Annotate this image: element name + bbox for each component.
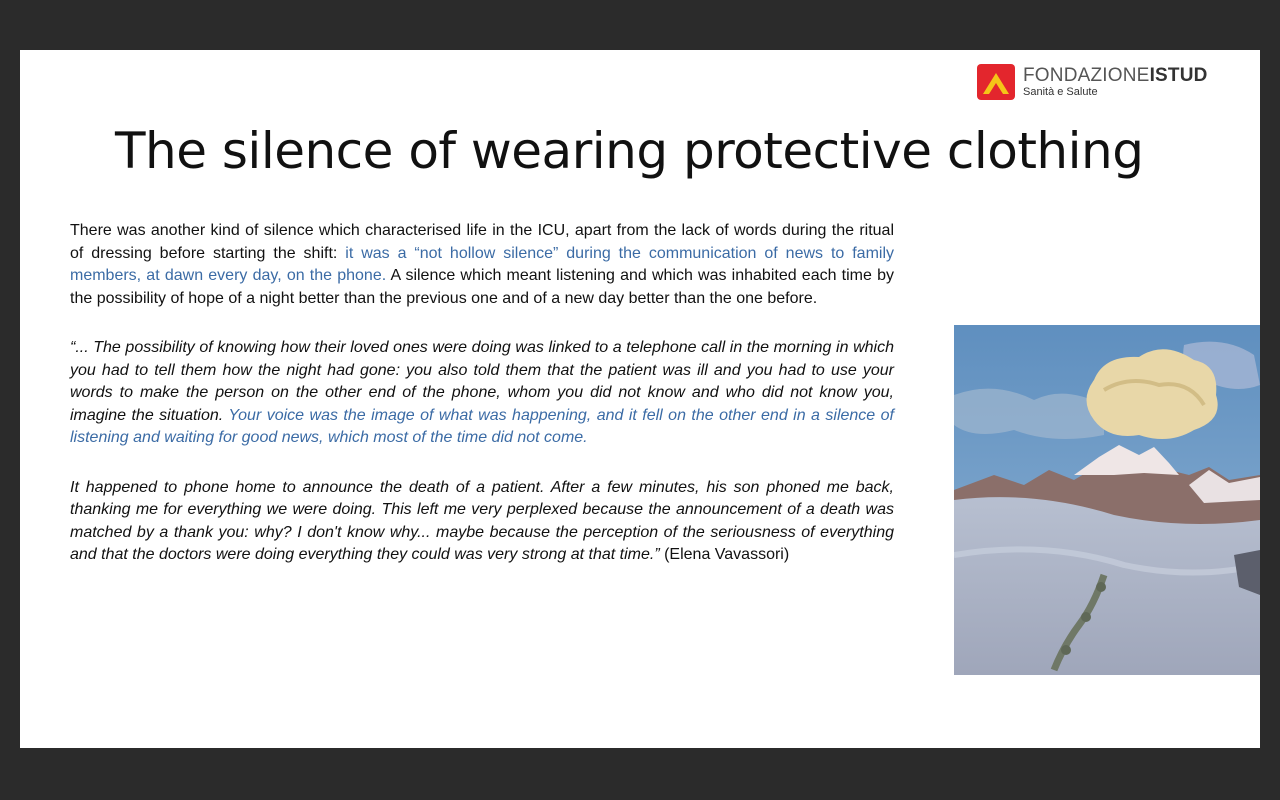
mountain-painting-image	[954, 325, 1260, 675]
quote-attribution: (Elena Vavassori)	[659, 546, 790, 563]
paragraph-quote-1-highlight: Your voice was the image of what was happening, and it fell on the other end in a silence of listening and waiting for good news, which most of the time did not come.	[70, 406, 894, 446]
logo	[977, 64, 1208, 100]
logo-name-part2: ISTUD	[1149, 65, 1208, 86]
paragraph-intro	[70, 220, 894, 310]
paragraph-quote-1-text: “... The possibility of knowing how their loved ones were doing was linked to a telephone call in the morning in which you had to tell them how the night had gone: you also told them that the patient was ill and you had to use your words to make the person on the other end of the phone, whom you did not know and who did not know you, imagine the situation.	[70, 339, 894, 424]
logo-text	[1023, 66, 1208, 98]
logo-name-part1: FONDAZIONE	[1023, 65, 1150, 86]
paragraph-quote-2	[70, 477, 894, 567]
slide	[20, 50, 1260, 748]
logo-tagline: Sanità e Salute	[1023, 86, 1098, 98]
logo-name	[1023, 66, 1208, 85]
logo-house-icon	[977, 64, 1015, 100]
slide-body	[70, 220, 894, 594]
paragraph-intro-highlight: it was a “not hollow silence” during the communication of news to family members, at dawn every day, on the phone.	[70, 244, 895, 284]
paragraph-quote-2-text: It happened to phone home to announce the death of a patient. After a few minutes, his son phoned me back, thanking me for everything we were doing. This left me very perplexed because the announcement of a death was matched by a thank you: why? I don't know why... maybe because the perception of the seriousness of everything and that the doctors were doing everything they could was very strong at that time.”	[70, 478, 894, 563]
paragraph-intro-text-a: There was another kind of silence which characterised life in the ICU, apart from the lack of words during the ritual of dressing before starting the shift:	[70, 222, 894, 262]
slide-title: The silence of wearing protective clothing	[115, 122, 1144, 180]
paragraph-quote-1	[70, 337, 894, 450]
paragraph-intro-text-b: A silence which meant listening and which was inhabited each time by the possibility of hope of a night better than the previous one and of a new day better than the one before.	[70, 267, 894, 307]
